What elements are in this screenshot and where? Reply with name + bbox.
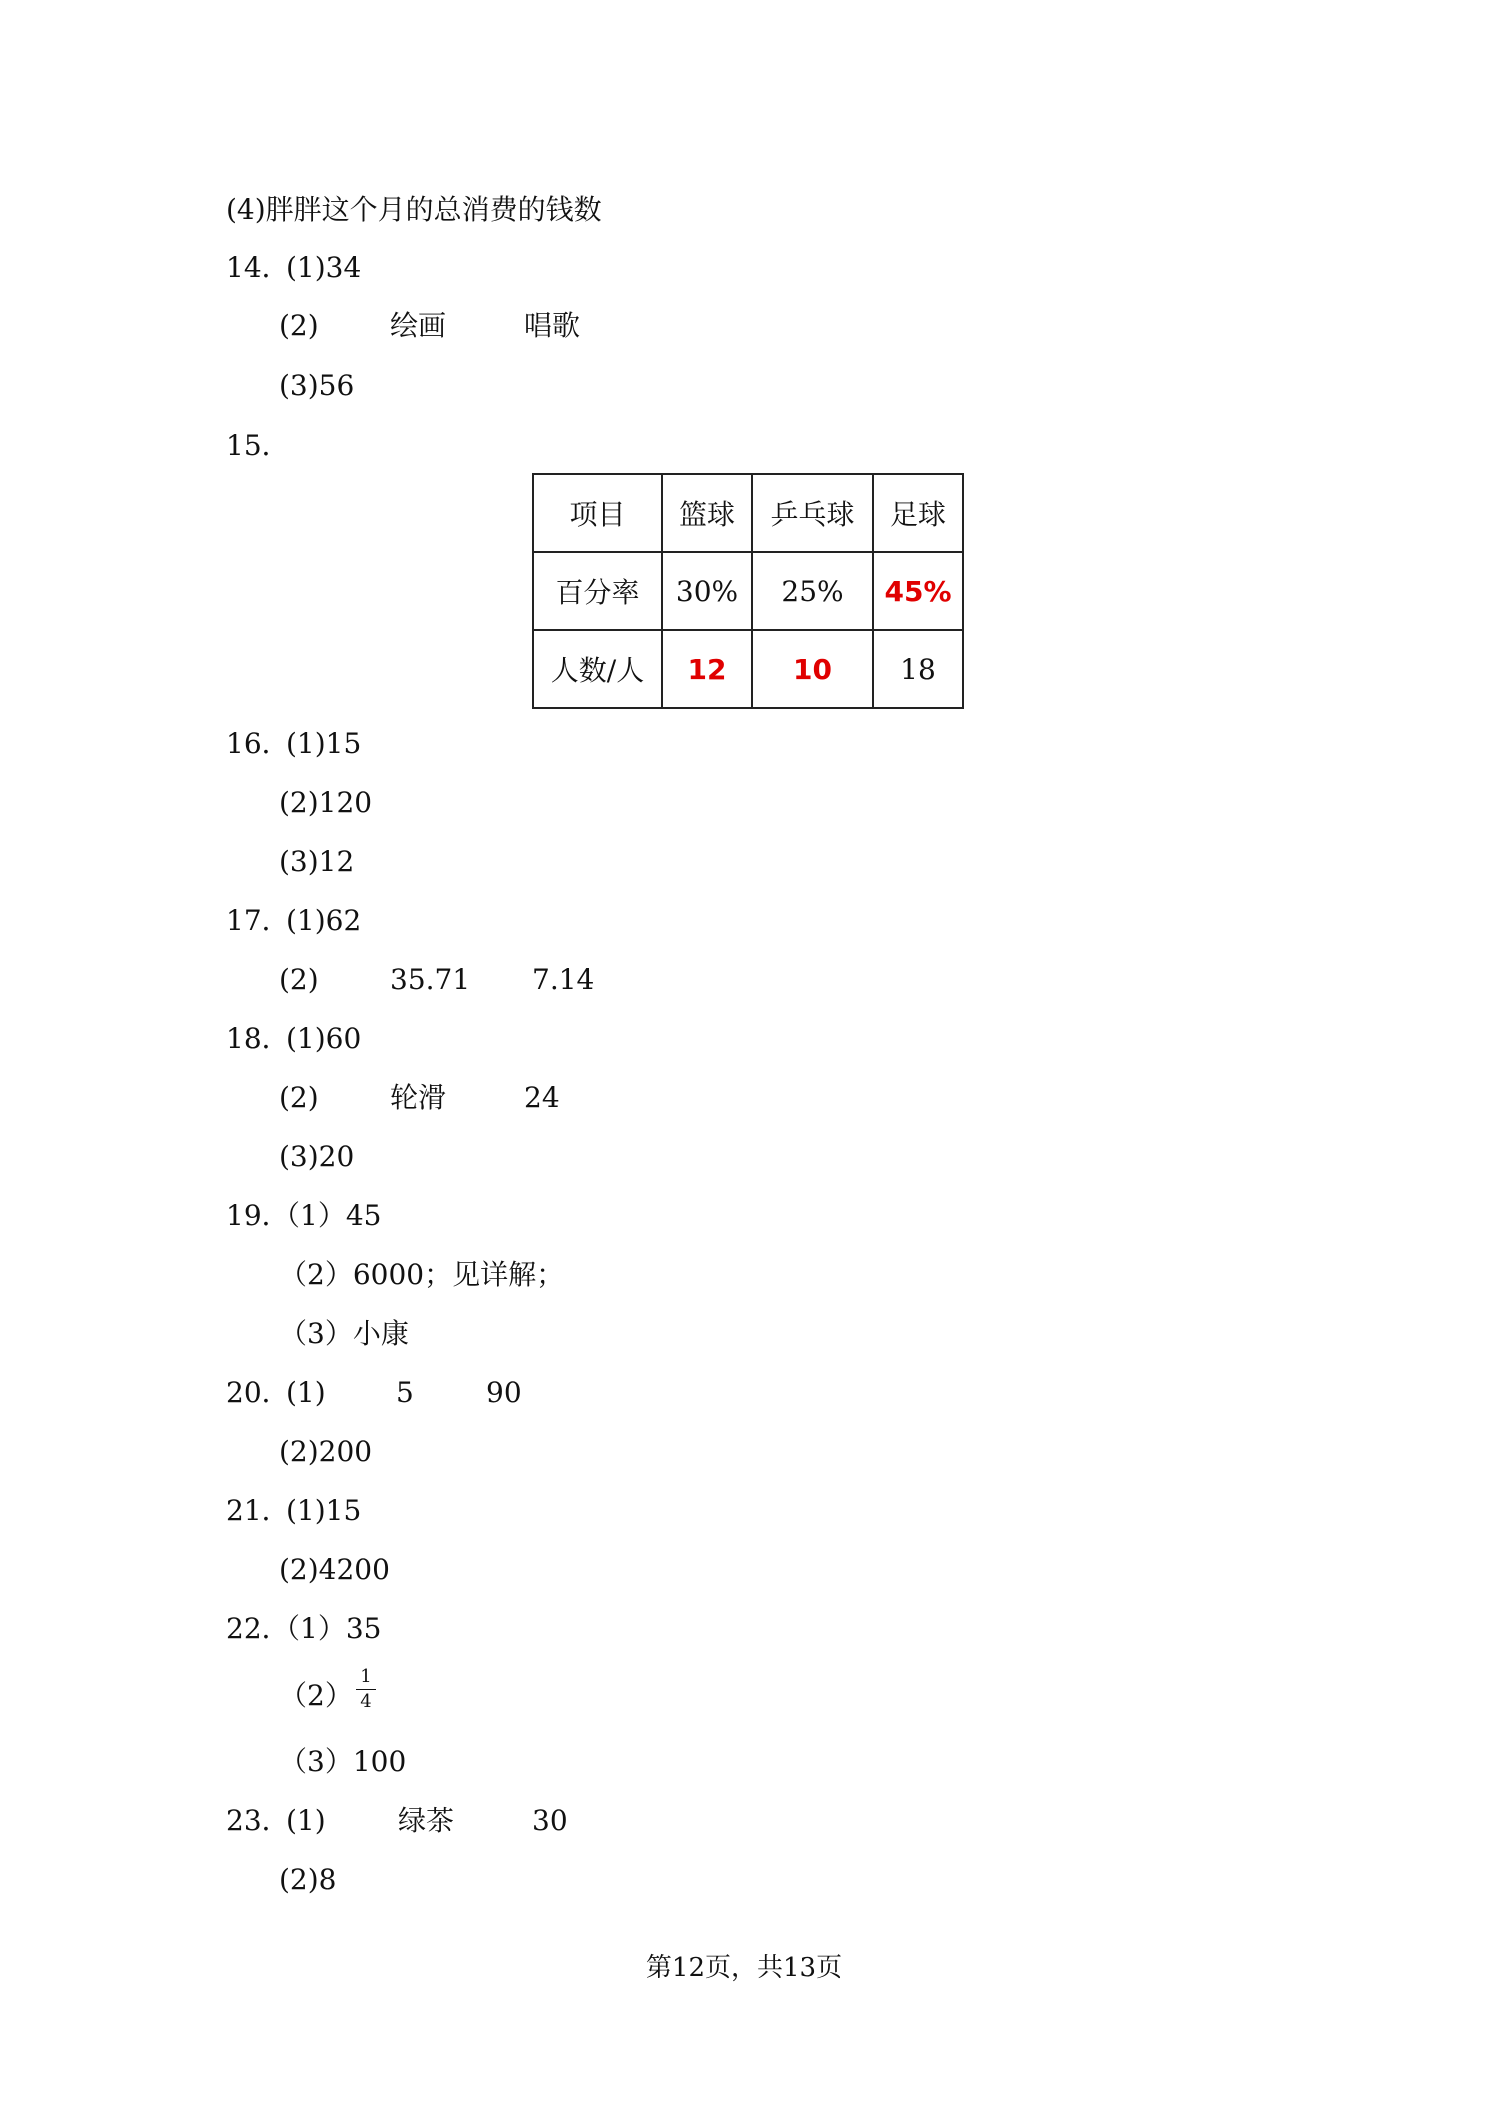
q23-answer-1-value-2: 30 [532, 1804, 568, 1837]
q19-answer-3: （3）小康 [279, 1317, 409, 1350]
q18-answer-2-label: (2) [279, 1081, 319, 1114]
q14-answer-1: (1)34 [286, 251, 362, 284]
fraction-numerator: 1 [360, 1666, 372, 1687]
q19-answer-1: （1）45 [272, 1199, 382, 1232]
q22-answer-2-label: （2） [279, 1679, 353, 1712]
q21-answer-1: (1)15 [286, 1494, 362, 1527]
q18-answer-3: (3)20 [279, 1140, 355, 1173]
table-cell-answer: 12 [662, 630, 752, 708]
table-cell: 25% [752, 552, 873, 630]
q19-number: 19． [226, 1199, 290, 1232]
q16-number: 16． [226, 727, 290, 760]
q20-answer-2: (2)200 [279, 1435, 373, 1468]
table-cell: 18 [873, 630, 963, 708]
table-cell-answer: 45% [873, 552, 963, 630]
table-cell: 足球 [873, 474, 963, 552]
q20-answer-1-value-2: 90 [486, 1376, 522, 1409]
q20-number: 20． [226, 1376, 290, 1409]
table-row [533, 552, 963, 630]
table-cell-answer: 10 [752, 630, 873, 708]
q22-answer-3: （3）100 [279, 1745, 407, 1778]
q19-answer-2: （2）6000；见详解； [279, 1258, 565, 1291]
q20-answer-1-label: (1) [286, 1376, 326, 1409]
q23-answer-2: (2)8 [279, 1863, 337, 1896]
q18-answer-2-value-2: 24 [524, 1081, 560, 1114]
table-cell: 30% [662, 552, 752, 630]
answer-13-4: (4)胖胖这个月的总消费的钱数 [226, 193, 602, 226]
fraction-bar [356, 1689, 376, 1690]
q18-answer-2-value-1: 轮滑 [390, 1081, 447, 1114]
page-footer: 第12页，共13页 [645, 1953, 843, 1983]
q20-answer-1-value-1: 5 [396, 1376, 414, 1409]
q17-answer-2-value-1: 35.71 [390, 963, 471, 996]
q22-answer-1: （1）35 [272, 1612, 382, 1645]
q17-answer-2-label: (2) [279, 963, 319, 996]
table-cell: 百分率 [533, 552, 662, 630]
table-cell: 乒乓球 [752, 474, 873, 552]
q23-answer-1-label: (1) [286, 1804, 326, 1837]
q23-answer-1-value-1: 绿茶 [398, 1804, 455, 1837]
table-row [533, 630, 963, 708]
q18-answer-1: (1)60 [286, 1022, 362, 1055]
q22-answer-2-fraction [356, 1666, 376, 1713]
q18-number: 18． [226, 1022, 290, 1055]
q21-answer-2: (2)4200 [279, 1553, 390, 1586]
table-cell: 项目 [533, 474, 662, 552]
q17-answer-1: (1)62 [286, 904, 362, 937]
q14-answer-2-value-1: 绘画 [390, 309, 447, 342]
q14-answer-3: (3)56 [279, 369, 355, 402]
q16-answer-1: (1)15 [286, 727, 362, 760]
q14-number: 14． [226, 251, 290, 284]
q14-answer-2-label: (2) [279, 309, 319, 342]
q17-answer-2-value-2: 7.14 [532, 963, 595, 996]
q17-number: 17． [226, 904, 290, 937]
q14-answer-2-value-2: 唱歌 [524, 309, 581, 342]
q15-number: 15． [226, 429, 290, 462]
table-header-row [533, 474, 963, 552]
q16-answer-3: (3)12 [279, 845, 355, 878]
table-cell: 人数/人 [533, 630, 662, 708]
answer-table [532, 473, 964, 709]
q21-number: 21． [226, 1494, 290, 1527]
q16-answer-2: (2)120 [279, 786, 373, 819]
table-cell: 篮球 [662, 474, 752, 552]
fraction-denominator: 4 [360, 1691, 372, 1712]
q22-number: 22． [226, 1612, 290, 1645]
q23-number: 23． [226, 1804, 290, 1837]
